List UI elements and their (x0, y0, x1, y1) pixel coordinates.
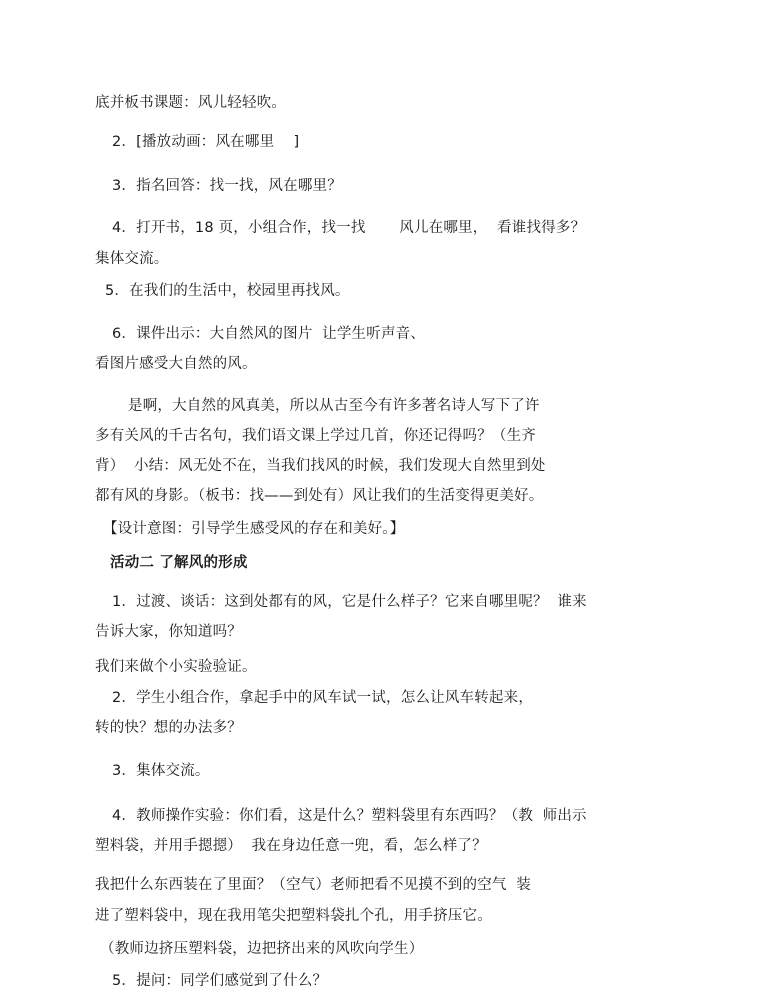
text-line: 4．打开书，18 页，小组合作，找一找 风儿在哪里， 看谁找得多？ (112, 220, 586, 236)
text-line: 4．教师操作实验：你们看，这是什么？塑料袋里有东西吗？（教 师出示 (112, 808, 587, 824)
text-line: 底并板书课题：风儿轻轻吹。 (95, 95, 287, 111)
text-line: （教师边挤压塑料袋，边把挤出来的风吹向学生） (100, 941, 424, 957)
text-line: 3．集体交流。 (112, 763, 210, 779)
text-line: 看图片感受大自然的风。 (95, 356, 257, 372)
text-line: 6．课件出示：大自然风的图片 让学生听声音、 (112, 326, 426, 342)
text-line: 2．学生小组合作，拿起手中的风车试一试，怎么让风车转起来， (112, 690, 534, 706)
text-line: 5．在我们的生活中，校园里再找风。 (105, 283, 350, 299)
text-line: 塑料袋，并用手摁摁） 我在身边任意一兜，看，怎么样了？ (95, 838, 487, 854)
section-heading: 活动二 了解风的形成 (110, 555, 248, 571)
text-line: 3．指名回答：找一找，风在哪里？ (112, 178, 342, 194)
text-line: 1．过渡、谈话：这到处都有的风，它是什么样子？它来自哪里呢？ 谁来 (112, 594, 587, 610)
text-line: 背） 小结：风无处不在，当我们找风的时候，我们发现大自然里到处 (95, 458, 546, 474)
text-line: 2．[播放动画：风在哪里 ] (112, 134, 300, 150)
text-line: 是啊，大自然的风真美，所以从古至今有许多著名诗人写下了许 (128, 398, 540, 414)
text-line: 多有关风的千古名句，我们语文课上学过几首，你还记得吗？（生齐 (95, 428, 536, 444)
text-line: 我们来做个小实验验证。 (95, 659, 257, 675)
text-line: 集体交流。 (95, 251, 169, 267)
text-line: 转的快？想的办法多？ (95, 720, 242, 736)
text-line: 我把什么东西装在了里面？（空气）老师把看不见摸不到的空气 装 (95, 877, 531, 893)
text-line: 5．提问：同学们感觉到了什么？ (112, 973, 328, 989)
text-line: 【设计意图：引导学生感受风的存在和美好。】 (103, 521, 405, 537)
text-line: 都有风的身影。（板书：找——到处有）风让我们的生活变得更美好。 (95, 488, 544, 504)
text-line: 进了塑料袋中，现在我用笔尖把塑料袋扎个孔，用手挤压它。 (95, 908, 492, 924)
text-line: 告诉大家，你知道吗？ (95, 624, 242, 640)
